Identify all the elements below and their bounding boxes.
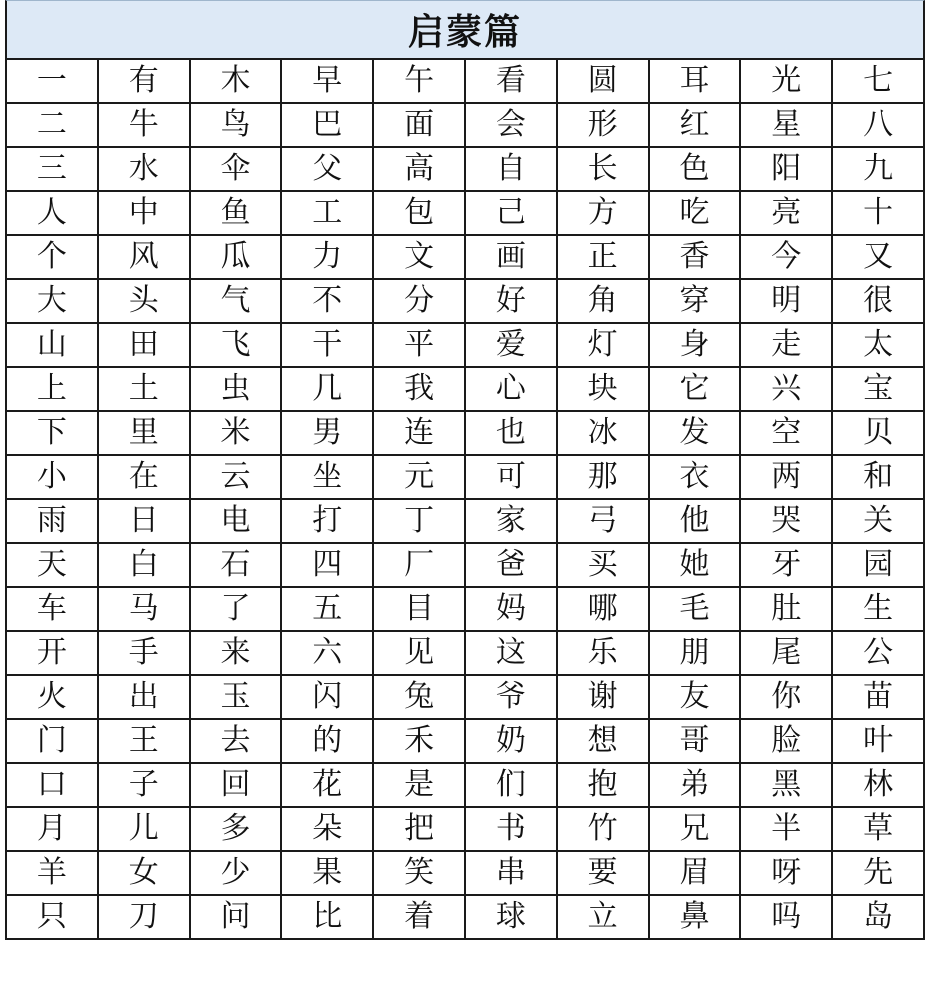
character-cell: 冰 xyxy=(557,411,649,455)
character-cell: 色 xyxy=(649,147,741,191)
character-cell: 圆 xyxy=(557,59,649,103)
character-cell: 高 xyxy=(373,147,465,191)
character-cell: 玉 xyxy=(190,675,282,719)
character-cell: 串 xyxy=(465,851,557,895)
character-cell: 长 xyxy=(557,147,649,191)
character-cell: 关 xyxy=(832,499,924,543)
character-cell: 着 xyxy=(373,895,465,939)
character-cell: 块 xyxy=(557,367,649,411)
character-cell: 眉 xyxy=(649,851,741,895)
character-cell: 干 xyxy=(281,323,373,367)
character-cell: 回 xyxy=(190,763,282,807)
character-cell: 光 xyxy=(740,59,832,103)
character-cell: 草 xyxy=(832,807,924,851)
character-cell: 多 xyxy=(190,807,282,851)
character-cell: 今 xyxy=(740,235,832,279)
character-cell: 星 xyxy=(740,103,832,147)
character-cell: 朵 xyxy=(281,807,373,851)
character-cell: 谢 xyxy=(557,675,649,719)
character-cell: 工 xyxy=(281,191,373,235)
character-cell: 先 xyxy=(832,851,924,895)
character-cell: 月 xyxy=(6,807,98,851)
character-cell: 手 xyxy=(98,631,190,675)
character-cell: 岛 xyxy=(832,895,924,939)
table-row xyxy=(6,191,924,235)
character-cell: 呀 xyxy=(740,851,832,895)
character-cell: 牙 xyxy=(740,543,832,587)
character-cell: 白 xyxy=(98,543,190,587)
character-cell: 球 xyxy=(465,895,557,939)
character-cell: 一 xyxy=(6,59,98,103)
character-cell: 要 xyxy=(557,851,649,895)
character-cell: 刀 xyxy=(98,895,190,939)
character-cell: 己 xyxy=(465,191,557,235)
character-cell: 山 xyxy=(6,323,98,367)
character-cell: 把 xyxy=(373,807,465,851)
character-cell: 他 xyxy=(649,499,741,543)
character-cell: 吗 xyxy=(740,895,832,939)
character-cell: 羊 xyxy=(6,851,98,895)
character-table-body xyxy=(6,59,924,939)
character-cell: 竹 xyxy=(557,807,649,851)
character-cell: 来 xyxy=(190,631,282,675)
table-row xyxy=(6,147,924,191)
character-cell: 自 xyxy=(465,147,557,191)
character-cell: 哥 xyxy=(649,719,741,763)
character-cell: 问 xyxy=(190,895,282,939)
table-row xyxy=(6,455,924,499)
table-row xyxy=(6,719,924,763)
character-cell: 也 xyxy=(465,411,557,455)
character-cell: 苗 xyxy=(832,675,924,719)
character-cell: 有 xyxy=(98,59,190,103)
character-cell: 少 xyxy=(190,851,282,895)
character-cell: 虫 xyxy=(190,367,282,411)
character-cell: 电 xyxy=(190,499,282,543)
character-sheet xyxy=(5,0,925,940)
character-cell: 几 xyxy=(281,367,373,411)
character-cell: 里 xyxy=(98,411,190,455)
character-cell: 目 xyxy=(373,587,465,631)
table-row xyxy=(6,103,924,147)
table-row xyxy=(6,543,924,587)
character-cell: 抱 xyxy=(557,763,649,807)
character-cell: 火 xyxy=(6,675,98,719)
character-cell: 下 xyxy=(6,411,98,455)
character-cell: 四 xyxy=(281,543,373,587)
sheet-title: 启蒙篇 xyxy=(5,0,925,60)
character-cell: 书 xyxy=(465,807,557,851)
character-cell: 奶 xyxy=(465,719,557,763)
table-row xyxy=(6,59,924,103)
character-table xyxy=(5,58,925,940)
table-row xyxy=(6,367,924,411)
character-cell: 会 xyxy=(465,103,557,147)
character-cell: 发 xyxy=(649,411,741,455)
character-cell: 王 xyxy=(98,719,190,763)
character-cell: 力 xyxy=(281,235,373,279)
character-cell: 妈 xyxy=(465,587,557,631)
character-cell: 明 xyxy=(740,279,832,323)
character-cell: 灯 xyxy=(557,323,649,367)
character-cell: 打 xyxy=(281,499,373,543)
character-cell: 朋 xyxy=(649,631,741,675)
character-cell: 她 xyxy=(649,543,741,587)
character-cell: 水 xyxy=(98,147,190,191)
character-cell: 比 xyxy=(281,895,373,939)
character-cell: 画 xyxy=(465,235,557,279)
character-cell: 贝 xyxy=(832,411,924,455)
character-cell: 马 xyxy=(98,587,190,631)
character-cell: 我 xyxy=(373,367,465,411)
character-cell: 头 xyxy=(98,279,190,323)
character-cell: 方 xyxy=(557,191,649,235)
table-row xyxy=(6,279,924,323)
character-cell: 女 xyxy=(98,851,190,895)
character-cell: 男 xyxy=(281,411,373,455)
character-cell: 吃 xyxy=(649,191,741,235)
character-cell: 生 xyxy=(832,587,924,631)
character-cell: 只 xyxy=(6,895,98,939)
character-cell: 黑 xyxy=(740,763,832,807)
character-cell: 买 xyxy=(557,543,649,587)
character-cell: 文 xyxy=(373,235,465,279)
character-cell: 分 xyxy=(373,279,465,323)
table-row xyxy=(6,895,924,939)
table-row xyxy=(6,807,924,851)
character-cell: 闪 xyxy=(281,675,373,719)
character-cell: 太 xyxy=(832,323,924,367)
character-cell: 们 xyxy=(465,763,557,807)
character-cell: 衣 xyxy=(649,455,741,499)
character-cell: 石 xyxy=(190,543,282,587)
character-cell: 云 xyxy=(190,455,282,499)
character-cell: 花 xyxy=(281,763,373,807)
character-cell: 两 xyxy=(740,455,832,499)
table-row xyxy=(6,411,924,455)
character-cell: 林 xyxy=(832,763,924,807)
character-cell: 很 xyxy=(832,279,924,323)
character-cell: 禾 xyxy=(373,719,465,763)
character-cell: 又 xyxy=(832,235,924,279)
character-cell: 午 xyxy=(373,59,465,103)
character-cell: 亮 xyxy=(740,191,832,235)
character-cell: 木 xyxy=(190,59,282,103)
character-cell: 哪 xyxy=(557,587,649,631)
character-cell: 走 xyxy=(740,323,832,367)
character-cell: 耳 xyxy=(649,59,741,103)
table-row xyxy=(6,763,924,807)
character-cell: 早 xyxy=(281,59,373,103)
character-cell: 丁 xyxy=(373,499,465,543)
character-cell: 了 xyxy=(190,587,282,631)
character-cell: 人 xyxy=(6,191,98,235)
character-cell: 宝 xyxy=(832,367,924,411)
character-cell: 小 xyxy=(6,455,98,499)
character-cell: 叶 xyxy=(832,719,924,763)
character-cell: 的 xyxy=(281,719,373,763)
character-cell: 中 xyxy=(98,191,190,235)
character-cell: 厂 xyxy=(373,543,465,587)
character-cell: 友 xyxy=(649,675,741,719)
character-cell: 半 xyxy=(740,807,832,851)
character-cell: 脸 xyxy=(740,719,832,763)
character-cell: 看 xyxy=(465,59,557,103)
character-cell: 它 xyxy=(649,367,741,411)
character-cell: 风 xyxy=(98,235,190,279)
character-cell: 园 xyxy=(832,543,924,587)
character-cell: 那 xyxy=(557,455,649,499)
character-cell: 鼻 xyxy=(649,895,741,939)
character-cell: 平 xyxy=(373,323,465,367)
character-cell: 形 xyxy=(557,103,649,147)
character-cell: 空 xyxy=(740,411,832,455)
character-cell: 土 xyxy=(98,367,190,411)
character-cell: 九 xyxy=(832,147,924,191)
character-cell: 肚 xyxy=(740,587,832,631)
character-cell: 田 xyxy=(98,323,190,367)
character-cell: 立 xyxy=(557,895,649,939)
table-row xyxy=(6,499,924,543)
character-cell: 元 xyxy=(373,455,465,499)
character-cell: 毛 xyxy=(649,587,741,631)
character-cell: 连 xyxy=(373,411,465,455)
character-cell: 子 xyxy=(98,763,190,807)
character-cell: 可 xyxy=(465,455,557,499)
character-cell: 好 xyxy=(465,279,557,323)
character-cell: 兄 xyxy=(649,807,741,851)
character-cell: 家 xyxy=(465,499,557,543)
character-cell: 不 xyxy=(281,279,373,323)
character-cell: 心 xyxy=(465,367,557,411)
table-row xyxy=(6,631,924,675)
character-cell: 兔 xyxy=(373,675,465,719)
character-cell: 见 xyxy=(373,631,465,675)
character-cell: 坐 xyxy=(281,455,373,499)
character-cell: 雨 xyxy=(6,499,98,543)
character-cell: 三 xyxy=(6,147,98,191)
character-cell: 阳 xyxy=(740,147,832,191)
character-cell: 你 xyxy=(740,675,832,719)
table-row xyxy=(6,587,924,631)
character-cell: 公 xyxy=(832,631,924,675)
character-cell: 开 xyxy=(6,631,98,675)
character-cell: 个 xyxy=(6,235,98,279)
character-cell: 气 xyxy=(190,279,282,323)
character-cell: 正 xyxy=(557,235,649,279)
character-cell: 八 xyxy=(832,103,924,147)
character-cell: 乐 xyxy=(557,631,649,675)
character-cell: 身 xyxy=(649,323,741,367)
character-cell: 弟 xyxy=(649,763,741,807)
character-cell: 父 xyxy=(281,147,373,191)
character-cell: 上 xyxy=(6,367,98,411)
character-cell: 果 xyxy=(281,851,373,895)
character-cell: 七 xyxy=(832,59,924,103)
character-cell: 面 xyxy=(373,103,465,147)
character-cell: 是 xyxy=(373,763,465,807)
character-cell: 口 xyxy=(6,763,98,807)
character-cell: 笑 xyxy=(373,851,465,895)
character-cell: 儿 xyxy=(98,807,190,851)
character-cell: 天 xyxy=(6,543,98,587)
character-cell: 尾 xyxy=(740,631,832,675)
character-cell: 鸟 xyxy=(190,103,282,147)
character-cell: 二 xyxy=(6,103,98,147)
character-cell: 爸 xyxy=(465,543,557,587)
character-cell: 五 xyxy=(281,587,373,631)
character-cell: 鱼 xyxy=(190,191,282,235)
character-cell: 米 xyxy=(190,411,282,455)
table-row xyxy=(6,323,924,367)
table-row xyxy=(6,235,924,279)
character-cell: 门 xyxy=(6,719,98,763)
character-cell: 伞 xyxy=(190,147,282,191)
character-cell: 日 xyxy=(98,499,190,543)
table-row xyxy=(6,851,924,895)
character-cell: 大 xyxy=(6,279,98,323)
character-cell: 这 xyxy=(465,631,557,675)
character-cell: 爱 xyxy=(465,323,557,367)
character-cell: 想 xyxy=(557,719,649,763)
character-cell: 哭 xyxy=(740,499,832,543)
table-row xyxy=(6,675,924,719)
character-cell: 出 xyxy=(98,675,190,719)
character-cell: 和 xyxy=(832,455,924,499)
character-cell: 去 xyxy=(190,719,282,763)
character-cell: 兴 xyxy=(740,367,832,411)
character-cell: 车 xyxy=(6,587,98,631)
character-cell: 牛 xyxy=(98,103,190,147)
character-cell: 弓 xyxy=(557,499,649,543)
character-cell: 穿 xyxy=(649,279,741,323)
character-cell: 飞 xyxy=(190,323,282,367)
character-cell: 巴 xyxy=(281,103,373,147)
character-cell: 瓜 xyxy=(190,235,282,279)
character-cell: 在 xyxy=(98,455,190,499)
character-cell: 香 xyxy=(649,235,741,279)
character-cell: 六 xyxy=(281,631,373,675)
character-cell: 十 xyxy=(832,191,924,235)
character-cell: 角 xyxy=(557,279,649,323)
character-cell: 包 xyxy=(373,191,465,235)
character-cell: 红 xyxy=(649,103,741,147)
character-cell: 爷 xyxy=(465,675,557,719)
